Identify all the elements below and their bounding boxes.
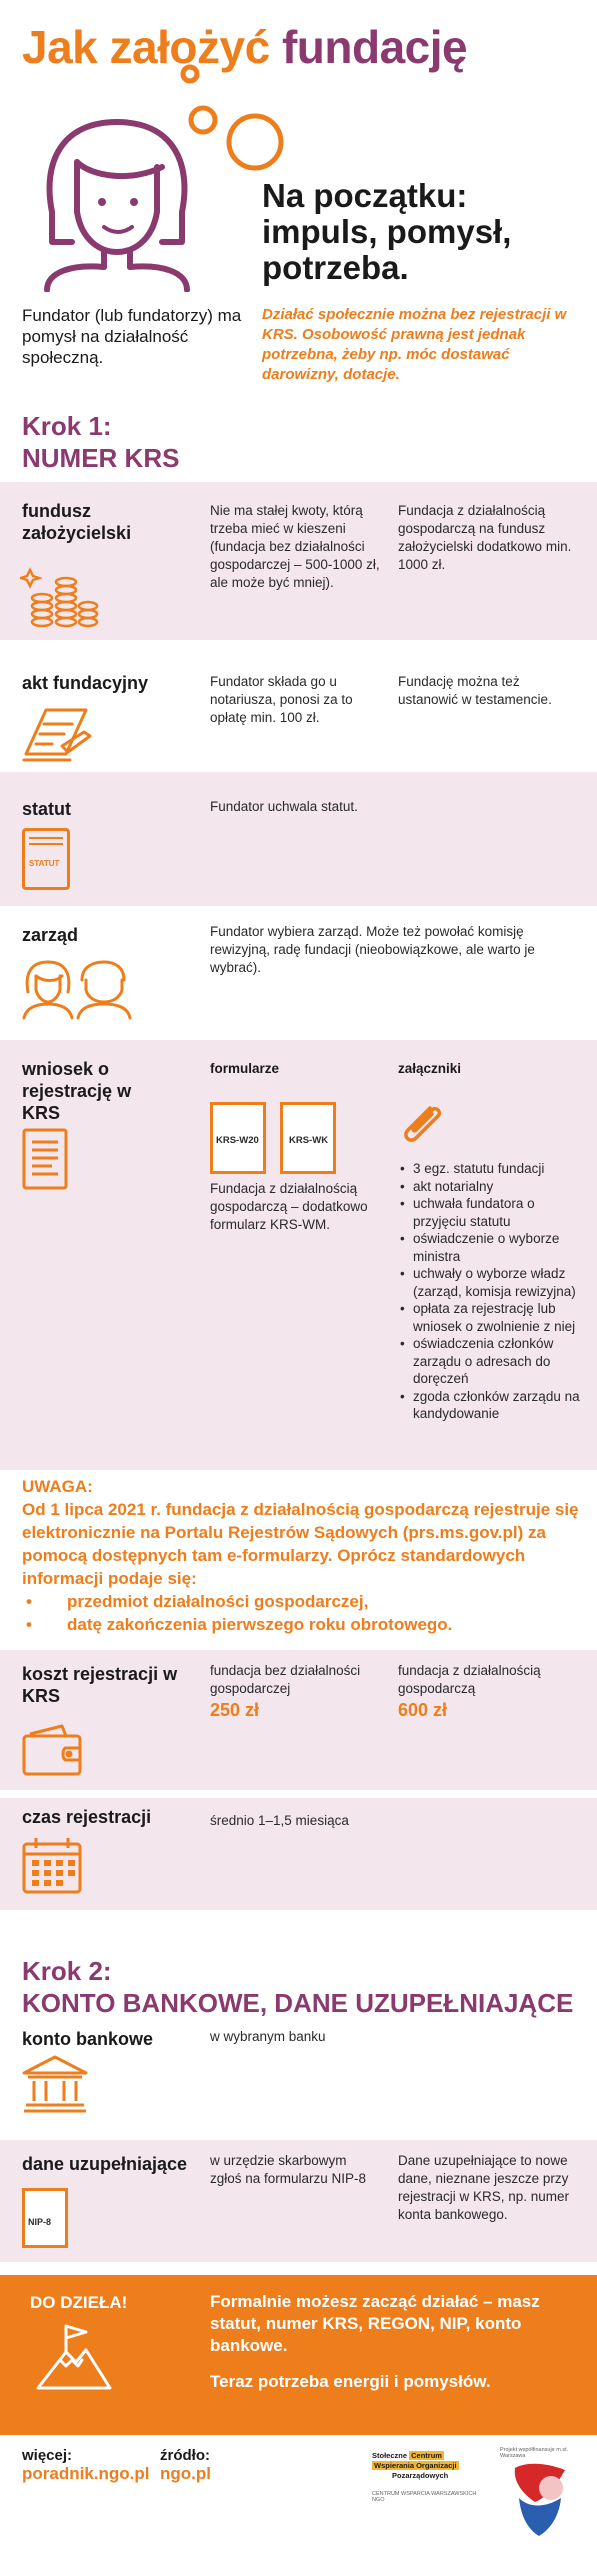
zarzad-label: zarząd — [22, 925, 79, 945]
bank-col2: w wybranym banku — [210, 2029, 326, 2044]
forms-header: formularze — [210, 1061, 280, 1076]
fundusz-col2: Nie ma stałej kwoty, którą trzeba mieć w kieszeni (fundacja bez działalności gospodarczej – 500-1000 zł, ale może być mniej). — [210, 503, 380, 590]
partner-caption: Projekt współfinansuje m.st. Warszawa — [500, 2447, 569, 2459]
list-item: • akt notarialny — [398, 1178, 588, 1196]
list-item: • 3 egz. statutu fundacji — [398, 1160, 588, 1178]
notice-block — [22, 1475, 582, 1636]
final-text: Formalnie możesz zacząć działać – masz statut, numer KRS, REGON, NIP, konto bankowe. Teraz potrzeba energii i pomysłów. — [210, 2292, 540, 2391]
koszt-col3: fundacja z działalnością gospodarczą 600 zł — [398, 1662, 583, 1722]
list-item: • uchwała fundatora o przyjęciu statutu — [398, 1195, 588, 1230]
scwop-logo: Stołeczne Centrum Wspierania Organizacji Pozarządowych CENTRUM WSPARCIA WARSZAWSKICH NGO — [372, 2451, 477, 2503]
bank-building-icon — [22, 2055, 88, 2113]
list-item: • oświadczenia członków zarządu o adresach do doręczeń — [398, 1335, 588, 1388]
calendar-icon — [22, 1836, 82, 1894]
hero-headline: Na początku: impuls, pomysł, potrzeba. — [262, 177, 512, 286]
zarzad-col2: Fundator wybiera zarząd. Może też powołać komisję rewizyjną, radę fundacji (nieobowiązkowe, ale warto je wybrać). — [210, 924, 535, 975]
list-item: • uchwały o wyborze władz (zarząd, komisja rewizyjna) — [398, 1265, 588, 1300]
czas-label: czas rejestracji — [22, 1807, 152, 1827]
koszt-col2: fundacja bez działalności gospodarczej 250 zł — [210, 1662, 380, 1722]
step1-title: Krok 1: NUMER KRS — [22, 411, 180, 473]
dane-label: dane uzupełniające — [22, 2154, 188, 2174]
board-people-icon — [20, 958, 132, 1020]
list-item: • zgoda członków zarządu na kandydowanie — [398, 1388, 588, 1423]
notice-head: UWAGA: — [22, 1477, 93, 1496]
hero-note: Działać społecznie można bez rejestracji w KRS. Osobowość prawną jest jednak potrzebna, żeby np. móc dostawać darowizny, dotacje. — [262, 306, 567, 383]
koszt-label: koszt rejestracji w KRS — [22, 1664, 178, 1706]
notice-text: Od 1 lipca 2021 r. fundacja z działalnością gospodarczą rejestruje się elektronicznie na Portalu Rejestrów Sądowych (prs.ms.gov.pl) za pomocą dostępnych tam e-formularzy. Oprócz standardowych informacji podaje się: — [22, 1500, 579, 1588]
coins-icon — [20, 556, 100, 630]
czas-col2: średnio 1–1,5 miesiąca — [210, 1813, 349, 1828]
notice-bullet: • datę zakończenia pierwszego roku obrotowego. — [22, 1613, 582, 1636]
list-item: • oświadczenie o wyborze ministra — [398, 1230, 588, 1265]
akt-label: akt fundacyjny — [22, 673, 149, 693]
dane-col3: Dane uzupełniające to nowe dane, nieznane jeszcze przy rejestracji w KRS, np. numer konta bankowego. — [398, 2153, 570, 2222]
application-form-icon — [22, 1128, 68, 1190]
statut-col2: Fundator uchwala statut. — [210, 799, 358, 814]
akt-col2: Fundator składa go u notariusza, ponosi za to opłatę min. 100 zł. — [210, 674, 353, 725]
source-link[interactable]: ngo.pl — [160, 2464, 211, 2483]
fundusz-col3: Fundacja z działalnością gospodarczą na fundusz założycielski dodatkowo min. 1000 zł. — [398, 503, 572, 572]
page-title: Jak założyć fundację — [22, 21, 468, 73]
founder-text: Fundator (lub fundatorzy) ma pomysł na działalność społeczną. — [22, 306, 242, 367]
more-link[interactable]: poradnik.ngo.pl — [22, 2464, 150, 2483]
more-info: więcej: poradnik.ngo.pl — [22, 2447, 150, 2483]
attachments-header: załączniki — [398, 1061, 462, 1076]
row-statut — [0, 772, 597, 906]
forms-note: Fundacja z działalnością gospodarczą – dodatkowo formularz KRS-WM. — [210, 1181, 368, 1232]
form-krs-wk-icon: KRS-WK — [280, 1102, 336, 1174]
bank-label: konto bankowe — [22, 2029, 154, 2049]
idea-bubbles-icon — [170, 62, 290, 192]
step2-title: Krok 2: KONTO BANKOWE, DANE UZUPEŁNIAJĄCE — [22, 1956, 574, 2018]
nip8-form-icon: NIP-8 — [22, 2188, 68, 2248]
final-label: DO DZIEŁA! — [30, 2293, 128, 2312]
dane-col2: w urzędzie skarbowym zgłoś na formularzu NIP-8 — [210, 2153, 367, 2186]
statut-label: statut — [22, 799, 71, 819]
warsaw-partner-logo — [505, 2458, 579, 2540]
notice-bullet: • przedmiot działalności gospodarczej, — [22, 1590, 582, 1613]
wniosek-label: wniosek o rejestrację w KRS — [22, 1059, 132, 1123]
price-business: 600 zł — [398, 1700, 448, 1720]
signing-document-icon — [22, 706, 92, 764]
source-info: źródło: ngo.pl — [160, 2447, 211, 2483]
mountain-flag-icon — [36, 2322, 112, 2392]
attachments-list — [398, 1160, 588, 1423]
form-krs-w20-icon: KRS-W20 — [210, 1102, 266, 1174]
akt-col3: Fundację można też ustanowić w testamencie. — [398, 674, 552, 707]
paperclip-icon — [400, 1100, 444, 1146]
statut-book-icon: STATUT — [22, 828, 70, 890]
fundusz-label: fundusz założycielski — [22, 501, 132, 543]
wallet-icon — [22, 1724, 84, 1776]
list-item: • opłata za rejestrację lub wniosek o zwolnienie z niej — [398, 1300, 588, 1335]
price-no-business: 250 zł — [210, 1700, 260, 1720]
